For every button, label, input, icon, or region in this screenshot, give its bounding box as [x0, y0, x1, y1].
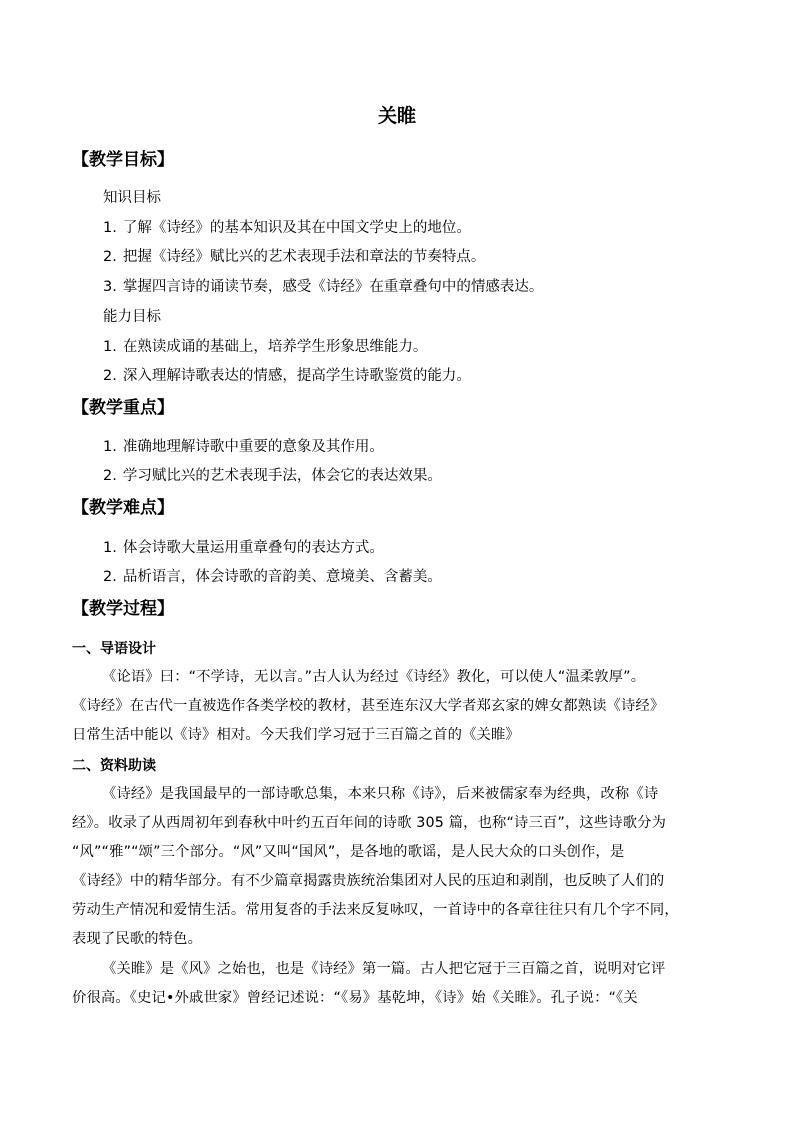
paragraph-line: 经》。收录了从西周初年到春秋中叶约五百年间的诗歌 305 篇，也称“诗三百”，这些诗歌分为: [72, 815, 667, 831]
ability-goals-label: 能力目标: [103, 309, 161, 325]
item-number: 1.: [103, 339, 117, 355]
knowledge-goals-label: 知识目标: [103, 190, 161, 206]
knowledge-item: [103, 276, 543, 298]
item-number: 2.: [103, 468, 117, 484]
item-number: 2.: [103, 249, 117, 265]
page-title: 关睢: [377, 105, 416, 127]
item-text: 学习赋比兴的艺术表现手法，体会它的表达效果。: [122, 468, 442, 484]
materials-paragraph-2: [72, 955, 724, 1013]
paragraph-line: 价很高。《史记•外戚世家》曾经记述说：“《易》基乾坤，《诗》始《关睢》。孔子说：“《关: [72, 990, 638, 1006]
intro-paragraph: [72, 663, 724, 750]
paragraph-line: 《论语》曰：“不学诗，无以言。”古人认为经过《诗经》教化，可以使人“温柔敦厚”。: [102, 669, 646, 685]
ability-item: [103, 336, 427, 358]
item-number: 1.: [103, 540, 117, 556]
knowledge-item: [103, 217, 471, 239]
paragraph-line: 《诗经》是我国最早的一部诗歌总集，本来只称《诗》，后来被儒家奉为经典，改称《诗: [102, 786, 659, 802]
item-text: 在熟读成诵的基础上，培养学生形象思维能力。: [122, 339, 428, 355]
item-number: 2.: [103, 368, 117, 384]
item-text: 准确地理解诗歌中重要的意象及其作用。: [122, 439, 384, 455]
item-number: 3.: [103, 279, 117, 295]
item-number: 1.: [103, 439, 117, 455]
keypoints-heading: 【教学重点】: [72, 398, 174, 418]
item-text: 了解《诗经》的基本知识及其在中国文学史上的地位。: [122, 220, 471, 236]
item-text: 体会诗歌大量运用重章叠句的表达方式。: [122, 540, 384, 556]
objectives-heading: 【教学目标】: [72, 150, 174, 170]
item-text: 掌握四言诗的诵读节奏，感受《诗经》在重章叠句中的情感表达。: [122, 279, 544, 295]
paragraph-line: 《诗经》在古代一直被选作各类学校的教材，甚至连东汉大学者郑玄家的婢女都熟读《诗经》: [72, 698, 665, 714]
section-heading-intro: 一、导语设计: [72, 641, 156, 657]
paragraph-line: 《诗经》中的精华部分。有不少篇章揭露贵族统治集团对人民的压迫和剥削，也反映了人们的: [72, 873, 665, 889]
process-heading: 【教学过程】: [72, 599, 174, 619]
item-text: 深入理解诗歌表达的情感，提高学生诗歌鉴赏的能力。: [122, 368, 471, 384]
difficulty-item: [103, 537, 384, 559]
item-number: 2.: [103, 569, 117, 585]
paragraph-line: 劳动生产情况和爱情生活。常用复沓的手法来反复咏叹，一首诗中的各章往往只有几个字不同，: [72, 902, 679, 918]
difficulties-heading: 【教学难点】: [72, 498, 174, 518]
materials-paragraph-1: [72, 780, 724, 954]
paragraph-line: 日常生活中能以《诗》相对。今天我们学习冠于三百篇之首的《关睢》: [72, 727, 520, 743]
difficulty-item: [103, 566, 442, 588]
item-text: 品析语言，体会诗歌的音韵美、意境美、含蓄美。: [122, 569, 442, 585]
keypoint-item: [103, 465, 442, 487]
ability-item: [103, 365, 471, 387]
paragraph-line: 表现了民歌的特色。: [72, 931, 203, 947]
keypoint-item: [103, 436, 384, 458]
knowledge-item: [103, 246, 485, 268]
paragraph-line: 《关睢》是《风》之始也，也是《诗经》第一篇。古人把它冠于三百篇之首，说明对它评: [102, 961, 666, 977]
paragraph-line: “风”“雅”“颂”三个部分。“风”又叫“国风”，是各地的歌谣，是人民大众的口头创作，是: [72, 844, 625, 860]
item-number: 1.: [103, 220, 117, 236]
section-heading-materials: 二、资料助读: [72, 758, 156, 774]
item-text: 把握《诗经》赋比兴的艺术表现手法和章法的节奏特点。: [122, 249, 486, 265]
